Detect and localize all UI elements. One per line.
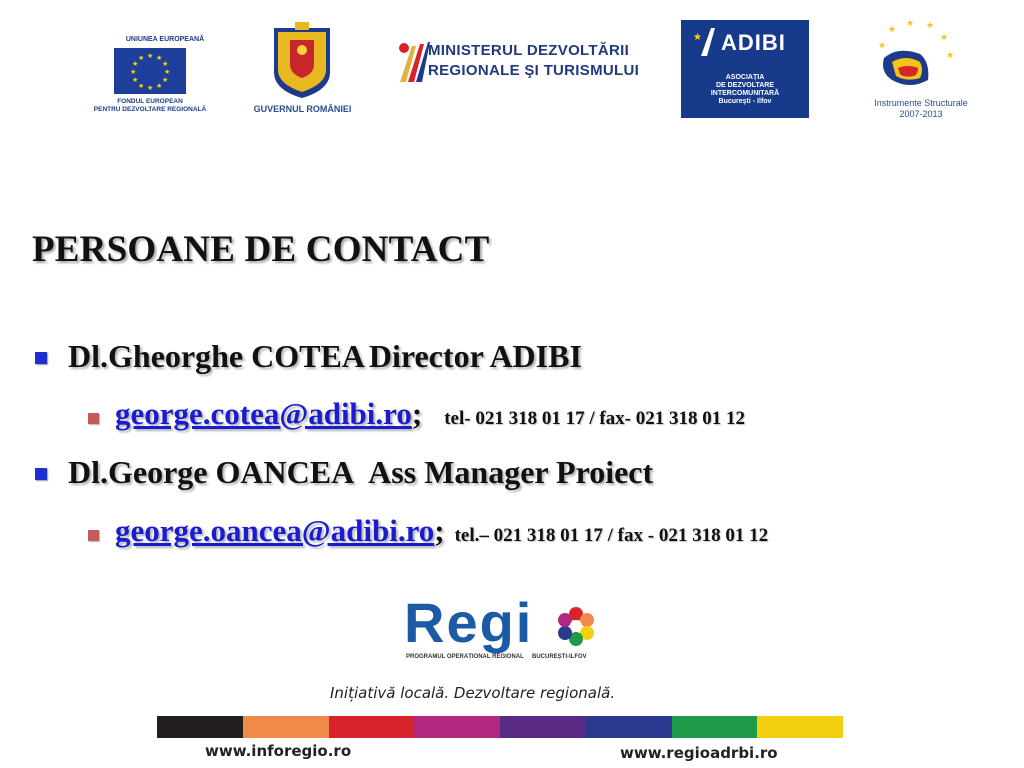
sub-bullet-icon — [88, 530, 99, 541]
adibi-title: ADIBI — [721, 30, 786, 55]
government-logo — [240, 20, 370, 120]
regio-subtitle-1: PROGRAMUL OPERAȚIONAL REGIONAL — [406, 654, 524, 660]
adibi-logo — [681, 20, 809, 118]
contact-2-separator: ; — [434, 513, 445, 548]
contact-1-name: Dl.Gheorghe COTEA — [68, 338, 365, 374]
contact-2-role: Ass Manager Proiect — [368, 454, 654, 490]
stripe-segment-0 — [157, 716, 243, 738]
is-line-2: 2007-2013 — [899, 109, 943, 119]
contact-1-details — [115, 396, 745, 432]
inforegio-link[interactable]: www.inforegio.ro — [205, 742, 352, 760]
eu-bottom-line-1: FONDUL EUROPEAN — [117, 98, 183, 105]
eu-bottom-line-2: PENTRU DEZVOLTARE REGIONALĂ — [93, 106, 207, 113]
adibi-sub-line-4: Bucureşti - Ilfov — [718, 98, 772, 105]
stripe-segment-4 — [500, 716, 586, 738]
svg-text:★: ★ — [156, 82, 163, 90]
svg-text:★: ★ — [132, 76, 139, 84]
contact-1-line — [68, 338, 582, 375]
svg-text:★: ★ — [147, 84, 154, 92]
svg-text:★: ★ — [138, 82, 145, 90]
contact-2-line — [68, 454, 653, 491]
eu-logo — [93, 36, 220, 120]
contact-1-phone: tel- 021 318 01 17 / fax- 021 318 01 12 — [444, 408, 746, 429]
structural-instruments-label — [862, 98, 980, 120]
ministry-line-2: REGIONALE ŞI TURISMULUI — [428, 62, 640, 79]
is-line-1: Instrumente Structurale — [874, 98, 968, 108]
bullet-icon — [35, 352, 47, 364]
ministry-line-1: MINISTERUL DEZVOLTĂRII — [428, 42, 630, 59]
svg-text:★: ★ — [926, 21, 935, 31]
slogan: Inițiativă locală. Dezvoltare regională. — [330, 684, 616, 702]
contact-2-details — [115, 513, 768, 549]
stripe-segment-3 — [414, 716, 500, 738]
svg-text:★: ★ — [693, 32, 702, 43]
ministry-emblem-icon — [398, 38, 430, 88]
government-label: GUVERNUL ROMÂNIEI — [253, 104, 352, 114]
contact-1-email-link[interactable]: george.cotea@adibi.ro — [115, 396, 412, 431]
stripe-segment-1 — [243, 716, 329, 738]
page-title: PERSOANE DE CONTACT — [32, 229, 490, 270]
contact-2-email-link[interactable]: george.oancea@adibi.ro — [115, 513, 435, 548]
regioadrbi-link[interactable]: www.regioadrbi.ro — [620, 744, 778, 762]
contact-1-separator: ; — [411, 396, 423, 431]
svg-text:★: ★ — [906, 19, 915, 29]
color-stripe — [157, 716, 843, 738]
adibi-sub-line-1: ASOCIAȚIA — [725, 74, 765, 81]
eu-logo-top-text: UNIUNEA EUROPEANĂ — [125, 36, 205, 43]
svg-text:★: ★ — [164, 68, 171, 76]
eu-logo-bottom-text — [90, 98, 210, 114]
bullet-icon — [35, 468, 47, 480]
adibi-sub-line-2: DE DEZVOLTARE — [715, 82, 775, 89]
regio-subtitle-2: BUCUREȘTI-ILFOV — [532, 654, 587, 660]
stripe-segment-5 — [586, 716, 672, 738]
eu-flag-icon — [114, 48, 186, 94]
structural-instruments-logo — [862, 18, 980, 122]
svg-text:★: ★ — [147, 52, 154, 60]
coat-of-arms-icon — [240, 20, 365, 100]
svg-text:★: ★ — [940, 33, 949, 43]
contact-2-name: Dl.George OANCEA — [68, 454, 355, 490]
adibi-sub-line-3: INTERCOMUNITARĂ — [710, 90, 780, 97]
structural-instruments-icon — [862, 18, 980, 96]
svg-text:★: ★ — [138, 54, 145, 62]
sub-bullet-icon — [88, 413, 99, 424]
svg-text:★: ★ — [156, 54, 163, 62]
svg-text:★: ★ — [162, 60, 169, 68]
stripe-segment-7 — [757, 716, 843, 738]
regio-logo — [404, 591, 604, 664]
contact-2-phone: tel.– 021 318 01 17 / fax - 021 318 01 12 — [454, 525, 769, 546]
svg-text:★: ★ — [946, 51, 955, 61]
svg-text:★: ★ — [878, 41, 887, 51]
stripe-segment-6 — [672, 716, 758, 738]
stripe-segment-2 — [329, 716, 415, 738]
svg-text:★: ★ — [162, 76, 169, 84]
contact-1-role: Director ADIBI — [368, 338, 582, 374]
regio-flower-icon — [556, 606, 596, 646]
adibi-subtitle — [681, 74, 809, 106]
svg-text:★: ★ — [888, 25, 897, 35]
ministry-logo — [398, 36, 656, 96]
svg-text:★: ★ — [130, 68, 137, 76]
svg-text:★: ★ — [132, 60, 139, 68]
regio-wordmark: Regi — [404, 591, 534, 654]
